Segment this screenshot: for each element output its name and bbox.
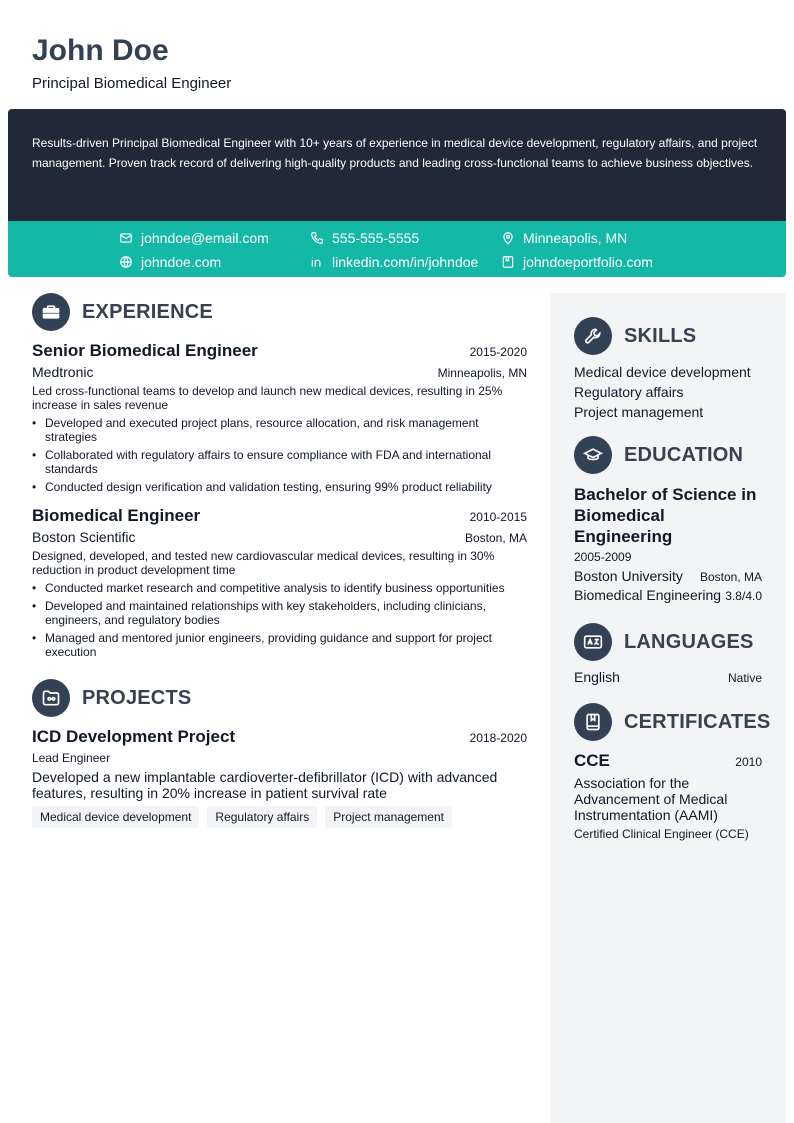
contact-phone-text: 555-555-5555	[332, 230, 420, 246]
folder-icon	[32, 679, 70, 717]
certificates-heading: CERTIFICATES	[624, 710, 771, 733]
globe-icon	[119, 255, 133, 269]
resume-header	[32, 32, 231, 92]
sidebar	[550, 293, 786, 1123]
education-dates: 2005-2009	[574, 550, 632, 564]
certificate-code: CCE	[574, 751, 610, 770]
certificate-name: Certified Clinical Engineer (CCE)	[574, 827, 749, 841]
job-date: 2010-2015	[469, 510, 527, 524]
skill-item: Regulatory affairs	[574, 384, 684, 400]
skills-section-head	[574, 317, 762, 355]
job-description: Led cross-functional teams to develop and launch new medical devices, resulting in 25% increase in sales revenue	[32, 384, 503, 412]
certificate-year: 2010	[735, 755, 762, 769]
education-field: Biomedical Engineering	[574, 587, 722, 603]
contact-website[interactable]	[119, 252, 221, 272]
education-section	[574, 436, 762, 603]
projects-section-head	[32, 679, 527, 717]
wrench-icon	[574, 317, 612, 355]
project-role: Lead Engineer	[32, 751, 111, 765]
main-column	[32, 293, 527, 828]
project-tag: Project management	[325, 806, 452, 828]
contact-email-text: johndoe@email.com	[141, 230, 269, 246]
project-title: ICD Development Project	[32, 727, 236, 746]
education-school: Boston University	[574, 568, 683, 584]
contact-linkedin-text: linkedin.com/in/johndoe	[332, 254, 479, 270]
job-bullet: • Developed and maintained relationships with key stakeholders, including clinicians, engineers, and regulatory bodies	[32, 599, 527, 627]
languages-section-head	[574, 623, 762, 661]
education-gpa: 3.8/4.0	[725, 589, 762, 603]
job-bullet: • Conducted market research and competitive analysis to identify business opportunities	[32, 581, 527, 595]
job-location: Minneapolis, MN	[437, 366, 527, 380]
certificates-section-head	[574, 703, 771, 741]
experience-section-head	[32, 293, 527, 331]
job-bullet: • Managed and mentored junior engineers, providing guidance and support for project execution	[32, 631, 527, 659]
contact-bar	[8, 221, 786, 277]
summary-text: Results-driven Principal Biomedical Engineer with 10+ years of experience in medical device development, regulatory affairs, and project management. Proven track record of delivering high-quality products and leading cross-functional teams to achieve business objectives.	[32, 136, 758, 170]
project-tag: Regulatory affairs	[207, 806, 317, 828]
job-bullet: • Collaborated with regulatory affairs to ensure compliance with FDA and international standards	[32, 448, 527, 476]
contact-email[interactable]	[119, 228, 269, 248]
project-date: 2018-2020	[469, 731, 527, 745]
contact-location-text: Minneapolis, MN	[523, 230, 628, 246]
language-name: English	[574, 669, 620, 685]
skill-item: Medical device development	[574, 364, 751, 380]
contact-location	[501, 228, 627, 248]
education-section-head	[574, 436, 762, 474]
job-title: Senior Biomedical Engineer	[32, 341, 258, 360]
job-bullet: • Developed and executed project plans, resource allocation, and risk management strategies	[32, 416, 527, 444]
project-tags	[32, 806, 527, 828]
languages-heading: LANGUAGES	[624, 630, 754, 653]
education-degree: Bachelor of Science in Biomedical Engineering	[574, 485, 757, 546]
job-location: Boston, MA	[464, 531, 527, 545]
candidate-title: Principal Biomedical Engineer	[32, 75, 232, 92]
summary-block	[8, 109, 786, 221]
job-company: Boston Scientific	[32, 529, 136, 545]
experience-heading: EXPERIENCE	[82, 300, 213, 323]
skills-section	[574, 317, 762, 422]
portfolio-icon	[501, 255, 515, 269]
contact-phone[interactable]	[310, 228, 419, 248]
contact-portfolio[interactable]	[501, 252, 653, 272]
candidate-name: John Doe	[32, 34, 169, 67]
certificate-organization: Association for the Advancement of Medical Instrumentation (AAMI)	[574, 775, 728, 823]
briefcase-icon	[32, 293, 70, 331]
education-heading: EDUCATION	[624, 443, 744, 466]
job-description: Designed, developed, and tested new cardiovascular medical devices, resulting in 30% reduction in product development time	[32, 549, 495, 577]
skill-item: Project management	[574, 404, 704, 420]
project-description: Developed a new implantable cardioverter-defibrillator (ICD) with advanced features, resulting in 20% increase in patient survival rate	[32, 769, 498, 801]
map-pin-icon	[501, 231, 515, 245]
mail-icon	[119, 231, 133, 245]
project-entry	[32, 727, 527, 828]
contact-portfolio-text: johndoeportfolio.com	[523, 254, 653, 270]
job-title: Biomedical Engineer	[32, 506, 201, 525]
job-bullet: • Conducted design verification and validation testing, ensuring 99% product reliability	[32, 480, 527, 494]
linkedin-icon	[310, 255, 324, 269]
translate-icon	[574, 623, 612, 661]
book-icon	[574, 703, 612, 741]
job-entry	[32, 341, 527, 494]
education-location: Boston, MA	[699, 570, 762, 584]
job-entry	[32, 506, 527, 659]
graduation-cap-icon	[574, 436, 612, 474]
job-bullets	[32, 581, 527, 659]
project-tag: Medical device development	[32, 806, 199, 828]
job-date: 2015-2020	[469, 345, 527, 359]
projects-heading: PROJECTS	[82, 686, 192, 709]
job-company: Medtronic	[32, 364, 94, 380]
job-bullets	[32, 416, 527, 494]
contact-website-text: johndoe.com	[141, 254, 222, 270]
certificates-section	[574, 703, 771, 841]
skills-heading: SKILLS	[624, 324, 697, 347]
language-level: Native	[727, 671, 762, 685]
contact-linkedin[interactable]	[310, 252, 478, 272]
languages-section	[574, 623, 762, 685]
phone-icon	[310, 231, 324, 245]
